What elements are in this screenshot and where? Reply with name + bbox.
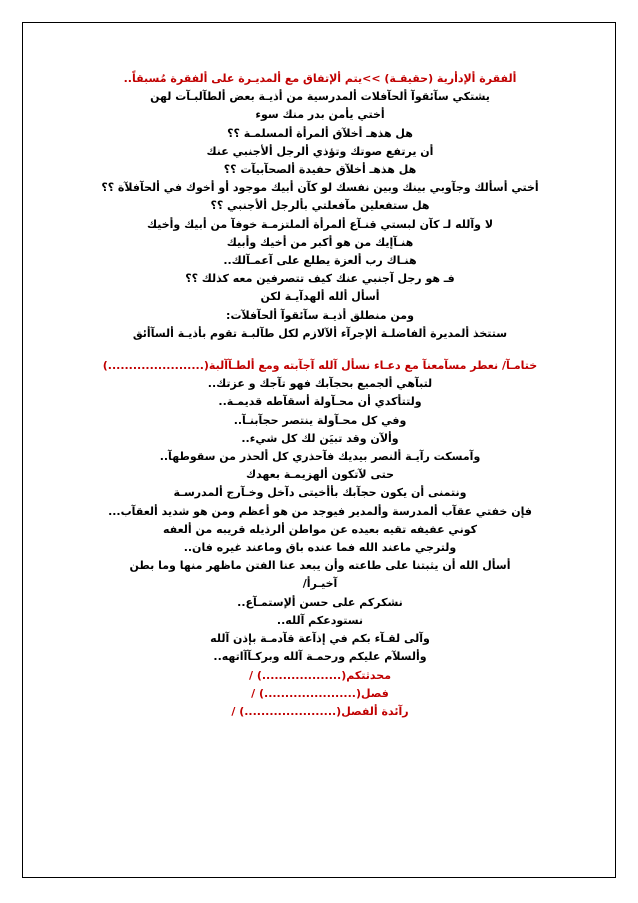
text-line: وآمسكت رآيـة ألنصر بيديك فآحذري كل ألحذر من سقوطهآ.. [159,450,481,464]
text-line: هل هذهـ أخلآق حفيدة ألصحآبيآت ؟؟ [223,163,417,177]
text-line: ولترجي ماعند الله فما عنده باق وماعند غيره فان.. [183,541,457,555]
text-line: أختي يأمن بدر منك سوء [255,108,385,122]
text-line: هل ستفعلين مآفعلتي بألرجل ألأجنبي ؟؟ [210,199,430,213]
credit-speaker [60,667,580,685]
text-line: هل هذهـ أخلآق ألمرأة ألمسلمـة ؟؟ [227,126,413,140]
text-line: ومن منطلق أذيـة سآئقوآ ألحآفلآت: [226,308,414,322]
text-line: هنـاك رب ألعزة يطلع على آعمـآلك.. [223,254,417,268]
text-line: هنـآإيك من هو أكبر من أخيك وأبيك [226,235,414,249]
credit-label: محدثتكم [346,668,392,682]
credit-class [60,685,580,703]
text-line: لتبآهي ألجميع بحجآبك فهو تآجك و عزتك.. [207,377,433,391]
document-body [60,70,580,721]
text-line: ونتمنى أن يكون حجآبك بأأخيتى دآخل وخـآرج ألمدرسـة [173,486,467,500]
text-line: وفي كل محـآولة ينتصر حجآبنـآ.. [233,413,407,427]
text-line: وألسلآم عليكم ورحمـة آلله وبركـآآاتهه.. [213,650,427,664]
credit-blank: (......................) / [251,686,361,700]
text-line: أسأل الله أن يثبتنا على طاعته وأن يبعد عنا الفتن ماظهر منها وما بطن [129,559,511,573]
text-line: كوني عفيفه تقيه بعيده عن مواطن ألرذيله قريبه من ألعفه [163,522,477,536]
text-line: ستتخذ ألمديرة ألفاضلـة ألإجرآء ألآلازم لكل طآلبـة تقوم بأذيـة ألسآأئق [132,326,508,340]
text-line: نستودعكم آلله.. [276,613,364,627]
text-line: فـ هو رجل آجنبي عنك كيف تتصرفين معه كذلك ؟؟ [185,272,455,286]
text-line: فإن خفتي عقآب ألمدرسة وألمدير فيوجد من هو أعظم ومن هو شديد ألعقآب... [108,504,532,518]
section2-title: ختامـآ/ نعطر مسآمعنآ مع دعـاء نسأل آلله آجآبته ومع ألطـآآلبة(.......................) [102,359,538,373]
text-line: يشتكي سآئقوآ ألحآفلات ألمدرسية من أذيـة بعض ألطآلبـآت لهن [150,90,490,104]
credit-class-leader [60,703,580,721]
credit-label: رآئدة ألفصل [341,704,409,718]
credit-blank: (...................) / [248,668,347,682]
credit-label: فصل [360,686,389,700]
section-spacer [60,343,580,357]
text-line: حتى لآتكون ألهزيمـة بعهدك [245,468,395,482]
text-line: وآلى لقـآء بكم في إذآعة قآدمـة بإذن آلله [210,632,430,646]
text-line: أن يرتفع صوتك وتؤذي ألرجل ألأجنبي عنك [206,144,434,158]
credit-blank: (......................) / [231,704,342,718]
text-line: آخيـرأ/ [302,577,338,591]
section1-title: ألفقرة ألإدأرية (حقيقـة) >>يتم ألإتفاق مع ألمديـرة على ألفقرة مُسبقاً.. [123,72,517,85]
text-line: ولتتأكدي أن محـآولة أسقآطه قديمـة.. [218,395,422,409]
text-line: أختي أسألك وجآوبي بينك وبين نفسك لو كآن أبيك موجود أو أخوك في ألحآفلآة ؟؟ [101,181,539,195]
text-line: وألآن وقد تبيَن لك كل شيء.. [241,431,399,445]
text-line: لا وآلله لـ كآن لبستي قنـآع ألمرأة ألملتزمـة خوفآ من أبيك وأخيك [146,217,494,231]
text-line: أسأل ألله ألهدآيـة لكن [260,290,380,304]
text-line: نشكركم على حسن ألإستمـآع.. [237,595,403,609]
